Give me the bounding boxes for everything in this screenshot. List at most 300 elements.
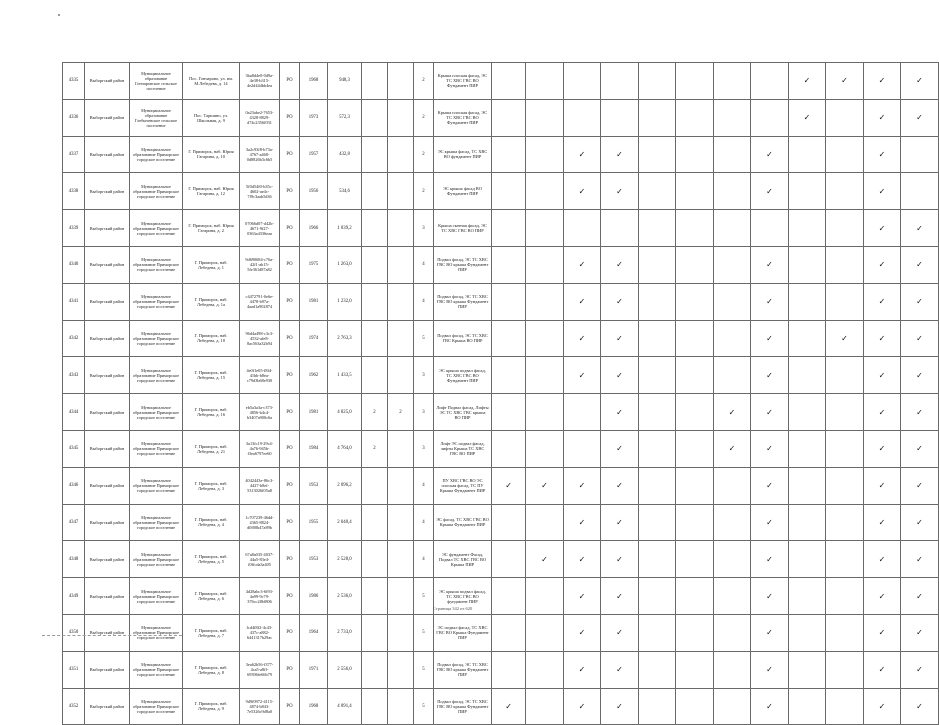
works-cell: ПУ ХВС ГВС ВО ЭС плоская фасад, ТС ПУ Крыша Фундамент ПИР: [434, 467, 492, 504]
municipality-cell: Муниципальное образование Приморское городское поселение: [130, 394, 183, 431]
empty-mark-cell: [638, 688, 676, 725]
checkmark-icon: ✓: [826, 63, 864, 100]
address-cell: Г. Приморск, наб. Лебедева, д. 21: [183, 430, 240, 467]
address-cell: Г. Приморск, наб. Лебедева, д. 3: [183, 467, 240, 504]
row-number: 4351: [63, 651, 85, 688]
checkmark-icon: ✓: [601, 283, 639, 320]
works-cell: Подвал фасад, ЭС ТС ХВС ГВС ВО крыша Фундамент ПИР: [434, 688, 492, 725]
empty-mark-cell: [526, 63, 564, 100]
checkmark-icon: ✓: [601, 614, 639, 651]
works-cell: ЭС фасад, ТС ХВС ГВС ВО Крыша Фундамент ПИР: [434, 504, 492, 541]
checkmark-icon: ✓: [601, 651, 639, 688]
lifts-cell: [362, 283, 388, 320]
empty-mark-cell: [713, 357, 751, 394]
type-cell: РО: [280, 136, 300, 173]
table-row: [63, 283, 939, 320]
guid-cell: 1c707239-46dd-4365-8824-d0f00b47a89b: [240, 504, 280, 541]
district-cell: Выборгский район: [85, 504, 130, 541]
empty-mark-cell: [788, 283, 826, 320]
year-cell: 1955: [300, 504, 328, 541]
type-cell: РО: [280, 357, 300, 394]
lifts-cell: [362, 173, 388, 210]
empty-mark-cell: [713, 614, 751, 651]
empty-mark-cell: [788, 430, 826, 467]
checkmark-icon: ✓: [863, 394, 901, 431]
empty-mark-cell: [676, 63, 714, 100]
checkmark-icon: ✓: [563, 283, 601, 320]
checkmark-icon: ✓: [601, 430, 639, 467]
empty-mark-cell: [713, 99, 751, 136]
empty-mark-cell: [638, 210, 676, 247]
checkmark-icon: ✓: [563, 651, 601, 688]
floors-cell: 3: [414, 357, 434, 394]
area-cell: 1 433,5: [328, 357, 362, 394]
empty-mark-cell: [526, 99, 564, 136]
type-cell: РО: [280, 246, 300, 283]
checkmark-icon: ✓: [901, 430, 939, 467]
checkmark-icon: ✓: [601, 541, 639, 578]
guid-cell: c4472791-0e6e-4478-b97a-4aad1a902874: [240, 283, 280, 320]
works-cell: ЭС крыша фасад ВО Фундамент ПИР: [434, 173, 492, 210]
lifts-count-cell: [388, 504, 414, 541]
guid-cell: 07066d07-d42b-4671-9f27-0363a4336eaa: [240, 210, 280, 247]
type-cell: РО: [280, 578, 300, 615]
lifts-count-cell: [388, 357, 414, 394]
checkmark-icon: ✓: [751, 430, 789, 467]
checkmark-icon: ✓: [863, 430, 901, 467]
lifts-cell: [362, 467, 388, 504]
checkmark-icon: ✓: [526, 541, 564, 578]
empty-mark-cell: [901, 173, 939, 210]
empty-mark-cell: [826, 688, 864, 725]
address-cell: Г. Приморск, наб. Лебедева, д. 9: [183, 688, 240, 725]
district-cell: Выборгский район: [85, 246, 130, 283]
floors-cell: 4: [414, 283, 434, 320]
district-cell: Выборгский район: [85, 173, 130, 210]
lifts-cell: [362, 320, 388, 357]
district-cell: Выборгский район: [85, 614, 130, 651]
empty-mark-cell: [826, 430, 864, 467]
empty-mark-cell: [526, 430, 564, 467]
municipality-cell: Муниципальное образование Приморское городское поселение: [130, 136, 183, 173]
checkmark-icon: ✓: [713, 430, 751, 467]
checkmark-icon: ✓: [751, 357, 789, 394]
checkmark-icon: ✓: [901, 320, 939, 357]
municipality-cell: Муниципальное образование Приморское городское поселение: [130, 504, 183, 541]
empty-mark-cell: [492, 99, 526, 136]
empty-mark-cell: [826, 173, 864, 210]
checkmark-icon: ✓: [601, 504, 639, 541]
checkmark-icon: ✓: [563, 504, 601, 541]
lifts-count-cell: [388, 283, 414, 320]
checkmark-icon: ✓: [751, 614, 789, 651]
empty-mark-cell: [526, 283, 564, 320]
lifts-cell: 2: [362, 430, 388, 467]
guid-cell: 96d4a498-c3c3-4532-afe8-8ac563a32b94: [240, 320, 280, 357]
floors-cell: 4: [414, 246, 434, 283]
lifts-cell: [362, 357, 388, 394]
table-row: [63, 430, 939, 467]
address-cell: Г. Приморск, наб. Лебедева, д. 1: [183, 246, 240, 283]
municipality-cell: Муниципальное образование Приморское городское поселение: [130, 651, 183, 688]
empty-mark-cell: [826, 357, 864, 394]
type-cell: РО: [280, 504, 300, 541]
guid-cell: 9d9f0972-4115-4874-b843-7e5326c9d8a0: [240, 688, 280, 725]
checkmark-icon: ✓: [863, 246, 901, 283]
empty-mark-cell: [526, 504, 564, 541]
lifts-count-cell: [388, 541, 414, 578]
floors-cell: 2: [414, 63, 434, 100]
lifts-count-cell: [388, 63, 414, 100]
empty-mark-cell: [788, 651, 826, 688]
checkmark-icon: ✓: [901, 688, 939, 725]
empty-mark-cell: [713, 283, 751, 320]
year-cell: 1957: [300, 136, 328, 173]
lifts-count-cell: [388, 430, 414, 467]
empty-mark-cell: [788, 688, 826, 725]
lifts-count-cell: [388, 210, 414, 247]
address-cell: Г. Приморск, наб. Юрия Гагарина, д. 2: [183, 210, 240, 247]
guid-cell: 9d690684-c76a-42f1-ab15-5fe361d87a82: [240, 246, 280, 283]
checkmark-icon: ✓: [863, 651, 901, 688]
empty-mark-cell: [563, 430, 601, 467]
empty-mark-cell: [826, 99, 864, 136]
empty-mark-cell: [526, 688, 564, 725]
works-cell: ЭС крыша подвал фасад, ТС ХВС ГВС ВО фундамент ПИР: [434, 578, 492, 615]
checkmark-icon: ✓: [563, 614, 601, 651]
table-row: [63, 504, 939, 541]
area-cell: 948,3: [328, 63, 362, 100]
row-number: 4347: [63, 504, 85, 541]
type-cell: РО: [280, 541, 300, 578]
address-cell: Г. Приморск, наб. Лебедева, д. 16: [183, 394, 240, 431]
works-cell: Подвал фасад, ЭС ТС ХВС ГВС ВО крыша Фундамент ПИР: [434, 651, 492, 688]
empty-mark-cell: [638, 430, 676, 467]
checkmark-icon: ✓: [863, 614, 901, 651]
municipality-cell: Муниципальное образование Приморское городское поселение: [130, 614, 183, 651]
empty-mark-cell: [563, 99, 601, 136]
guid-cell: 3ba8d4e0-0d9a-4e38-b315-4e2d44dbb4ea: [240, 63, 280, 100]
checkmark-icon: ✓: [601, 357, 639, 394]
floors-cell: 5: [414, 651, 434, 688]
empty-mark-cell: [788, 504, 826, 541]
empty-mark-cell: [563, 63, 601, 100]
checkmark-icon: ✓: [601, 394, 639, 431]
empty-mark-cell: [601, 210, 639, 247]
area-cell: 432,8: [328, 136, 362, 173]
row-number: 4338: [63, 173, 85, 210]
empty-mark-cell: [492, 210, 526, 247]
lifts-cell: 2: [362, 394, 388, 431]
address-cell: Г. Приморск, наб. Лебедева, д. 1а: [183, 283, 240, 320]
checkmark-icon: ✓: [563, 357, 601, 394]
year-cell: 1974: [300, 320, 328, 357]
empty-mark-cell: [826, 394, 864, 431]
checkmark-icon: ✓: [826, 320, 864, 357]
checkmark-icon: ✓: [713, 394, 751, 431]
checkmark-icon: ✓: [563, 173, 601, 210]
year-cell: 1966: [300, 210, 328, 247]
type-cell: РО: [280, 283, 300, 320]
municipality-cell: Муниципальное образование Приморское городское поселение: [130, 320, 183, 357]
district-cell: Выборгский район: [85, 136, 130, 173]
checkmark-icon: ✓: [563, 320, 601, 357]
lifts-count-cell: [388, 688, 414, 725]
row-number: 4339: [63, 210, 85, 247]
guid-cell: 4d28abc3-6f93-4a99-9c79-376cc2f8d806: [240, 578, 280, 615]
area-cell: 534,6: [328, 173, 362, 210]
empty-mark-cell: [713, 63, 751, 100]
checkmark-icon: ✓: [751, 504, 789, 541]
checkmark-icon: ✓: [751, 541, 789, 578]
empty-mark-cell: [713, 467, 751, 504]
empty-mark-cell: [526, 614, 564, 651]
guid-cell: 3a2c93f8-b73a-4767-a468-0d8826b3c6b5: [240, 136, 280, 173]
address-cell: Г. Приморск, наб. Лебедева, д. 10: [183, 320, 240, 357]
empty-mark-cell: [676, 430, 714, 467]
table-row: [63, 467, 939, 504]
works-cell: Подвал фасад, ЭС ТС ХВС ГВС ВО крыша Фундамент ПИР: [434, 246, 492, 283]
municipality-cell: Муниципальное образование Приморское городское поселение: [130, 283, 183, 320]
empty-mark-cell: [826, 246, 864, 283]
empty-mark-cell: [676, 357, 714, 394]
district-cell: Выборгский район: [85, 688, 130, 725]
empty-mark-cell: [788, 210, 826, 247]
checkmark-icon: ✓: [863, 173, 901, 210]
guid-cell: 3a13fc19-29c4-4a76-945b-f3ea6797ee60: [240, 430, 280, 467]
type-cell: РО: [280, 394, 300, 431]
year-cell: 1971: [300, 651, 328, 688]
empty-mark-cell: [492, 173, 526, 210]
row-number: 4343: [63, 357, 85, 394]
address-cell: Г. Приморск, наб. Лебедева, д. 6: [183, 578, 240, 615]
row-number: 4336: [63, 99, 85, 136]
municipality-cell: Муниципальное образование Приморское городское поселение: [130, 688, 183, 725]
checkmark-icon: ✓: [563, 541, 601, 578]
floors-cell: 5: [414, 578, 434, 615]
checkmark-icon: ✓: [863, 99, 901, 136]
area-cell: 2 528,0: [328, 541, 362, 578]
empty-mark-cell: [713, 173, 751, 210]
table-row: [63, 651, 939, 688]
empty-mark-cell: [638, 283, 676, 320]
table-row: [63, 99, 939, 136]
empty-mark-cell: [713, 651, 751, 688]
municipality-cell: Муниципальное образование Глебычевское сельское поселение: [130, 99, 183, 136]
checkmark-icon: ✓: [863, 283, 901, 320]
checkmark-icon: ✓: [563, 136, 601, 173]
table-row: [63, 136, 939, 173]
checkmark-icon: ✓: [901, 614, 939, 651]
district-cell: Выборгский район: [85, 394, 130, 431]
district-cell: Выборгский район: [85, 541, 130, 578]
row-number: 4352: [63, 688, 85, 725]
type-cell: РО: [280, 173, 300, 210]
floors-cell: 2: [414, 99, 434, 136]
works-cell: Лифт ЭС подвал фасад, лифты Крыша ТС ХВС ГВС ВО ПИР: [434, 430, 492, 467]
table-row: [63, 357, 939, 394]
guid-cell: 4042443e-86c3-4427-b8ef-5313026f05a8: [240, 467, 280, 504]
empty-mark-cell: [751, 63, 789, 100]
empty-mark-cell: [492, 63, 526, 100]
checkmark-icon: ✓: [751, 578, 789, 615]
row-number: 4341: [63, 283, 85, 320]
empty-mark-cell: [638, 504, 676, 541]
table-row: [63, 173, 939, 210]
floors-cell: 2: [414, 173, 434, 210]
row-number: 4348: [63, 541, 85, 578]
works-cell: Крыша скатная фасад, ЭС ТС ХВС ГВС ВО ПИР: [434, 210, 492, 247]
empty-mark-cell: [676, 136, 714, 173]
municipality-cell: Муниципальное образование Приморское городское поселение: [130, 578, 183, 615]
empty-mark-cell: [676, 614, 714, 651]
empty-mark-cell: [713, 504, 751, 541]
guid-cell: eb5a3a3a-c373-4856-b4c4-b3407a900c6a: [240, 394, 280, 431]
checkmark-icon: ✓: [863, 467, 901, 504]
guid-cell: 3ea62b56-f377-4ca5-a8ff-69396fe66b79: [240, 651, 280, 688]
year-cell: 1973: [300, 99, 328, 136]
empty-mark-cell: [492, 541, 526, 578]
works-cell: Подвал фасад, ЭС ТС ХВС ГВС Крыша ВО ПИР: [434, 320, 492, 357]
municipality-cell: Муниципальное образование Приморское городское поселение: [130, 467, 183, 504]
checkmark-icon: ✓: [901, 210, 939, 247]
empty-mark-cell: [492, 283, 526, 320]
empty-mark-cell: [492, 136, 526, 173]
municipality-cell: Муниципальное образование Гончаровское сельское поселение: [130, 63, 183, 100]
area-cell: 1 039,2: [328, 210, 362, 247]
area-cell: 2 536,0: [328, 578, 362, 615]
empty-mark-cell: [826, 504, 864, 541]
checkmark-icon: ✓: [863, 210, 901, 247]
empty-mark-cell: [676, 467, 714, 504]
checkmark-icon: ✓: [901, 99, 939, 136]
checkmark-icon: ✓: [563, 246, 601, 283]
empty-mark-cell: [788, 320, 826, 357]
table-row: [63, 688, 939, 725]
table-row: [63, 541, 939, 578]
floors-cell: 5: [414, 614, 434, 651]
district-cell: Выборгский район: [85, 210, 130, 247]
lifts-count-cell: [388, 467, 414, 504]
empty-mark-cell: [826, 651, 864, 688]
lifts-count-cell: [388, 320, 414, 357]
row-number: 4337: [63, 136, 85, 173]
lifts-count-cell: [388, 136, 414, 173]
district-cell: Выборгский район: [85, 430, 130, 467]
empty-mark-cell: [526, 394, 564, 431]
empty-mark-cell: [492, 357, 526, 394]
lifts-count-cell: [388, 99, 414, 136]
works-cell: ЭС фундамент Фасад, Подвал ТС ХВС ГВС ВО Крыша ПИР: [434, 541, 492, 578]
empty-mark-cell: [638, 173, 676, 210]
address-cell: Г. Приморск, наб. Лебедева, д. 5: [183, 541, 240, 578]
checkmark-icon: ✓: [901, 283, 939, 320]
page-number: Страница 342 из 620: [432, 606, 473, 611]
floors-cell: 4: [414, 467, 434, 504]
lifts-cell: [362, 246, 388, 283]
municipality-cell: Муниципальное образование Приморское городское поселение: [130, 357, 183, 394]
empty-mark-cell: [788, 394, 826, 431]
checkmark-icon: ✓: [492, 688, 526, 725]
district-cell: Выборгский район: [85, 578, 130, 615]
empty-mark-cell: [563, 394, 601, 431]
table-row: [63, 210, 939, 247]
checkmark-icon: ✓: [751, 173, 789, 210]
area-cell: 2 733,0: [328, 614, 362, 651]
address-cell: Пос. Таршино, ул. Школьная, д. 9: [183, 99, 240, 136]
empty-mark-cell: [601, 99, 639, 136]
empty-mark-cell: [676, 541, 714, 578]
type-cell: РО: [280, 63, 300, 100]
empty-mark-cell: [713, 246, 751, 283]
area-cell: 4 764,0: [328, 430, 362, 467]
checkmark-icon: ✓: [863, 136, 901, 173]
checkmark-icon: ✓: [751, 688, 789, 725]
area-cell: 1 263,0: [328, 246, 362, 283]
checkmark-icon: ✓: [901, 63, 939, 100]
empty-mark-cell: [713, 210, 751, 247]
lifts-count-cell: [388, 651, 414, 688]
checkmark-icon: ✓: [788, 63, 826, 100]
table-row: [63, 246, 939, 283]
guid-cell: 67a8a035-4037-44a5-83e4-f0ffcda3a405: [240, 541, 280, 578]
empty-mark-cell: [713, 688, 751, 725]
area-cell: 4 091,4: [328, 688, 362, 725]
empty-mark-cell: [638, 467, 676, 504]
row-number: 4340: [63, 246, 85, 283]
area-cell: 4 825,0: [328, 394, 362, 431]
row-number: 4350: [63, 614, 85, 651]
empty-mark-cell: [638, 63, 676, 100]
lifts-count-cell: [388, 614, 414, 651]
table-row: [63, 614, 939, 651]
checkmark-icon: ✓: [492, 467, 526, 504]
address-cell: Г. Приморск, наб. Юрия Гагарина, д. 10: [183, 136, 240, 173]
district-cell: Выборгский район: [85, 99, 130, 136]
row-number: 4335: [63, 63, 85, 100]
row-number: 4346: [63, 467, 85, 504]
empty-mark-cell: [788, 467, 826, 504]
row-number: 4342: [63, 320, 85, 357]
floors-cell: 3: [414, 394, 434, 431]
table-row: [63, 394, 939, 431]
empty-mark-cell: [638, 246, 676, 283]
empty-mark-cell: [676, 246, 714, 283]
district-cell: Выборгский район: [85, 467, 130, 504]
district-cell: Выборгский район: [85, 357, 130, 394]
type-cell: РО: [280, 614, 300, 651]
lifts-cell: [362, 688, 388, 725]
empty-mark-cell: [826, 541, 864, 578]
guid-cell: 5f0d54f0-b35c-4602-ae4c-7f9c3aab5d36: [240, 173, 280, 210]
checkmark-icon: ✓: [863, 541, 901, 578]
empty-mark-cell: [676, 394, 714, 431]
area-cell: 2 096,2: [328, 467, 362, 504]
municipality-cell: Муниципальное образование Приморское городское поселение: [130, 246, 183, 283]
address-cell: Г. Приморск, наб. Лебедева, д. 4: [183, 504, 240, 541]
checkmark-icon: ✓: [863, 688, 901, 725]
checkmark-icon: ✓: [601, 173, 639, 210]
checkmark-icon: ✓: [863, 504, 901, 541]
empty-mark-cell: [788, 541, 826, 578]
year-cell: 1953: [300, 467, 328, 504]
empty-mark-cell: [526, 651, 564, 688]
year-cell: 1984: [300, 430, 328, 467]
works-cell: ЭС крыша фасад, ТС ХВС ВО фундамент ПИР: [434, 136, 492, 173]
lifts-count-cell: [388, 173, 414, 210]
works-cell: Крыша плоская фасад, ЭС ТС ХВС ГВС ВО Фундамент ПИР: [434, 99, 492, 136]
empty-mark-cell: [638, 99, 676, 136]
